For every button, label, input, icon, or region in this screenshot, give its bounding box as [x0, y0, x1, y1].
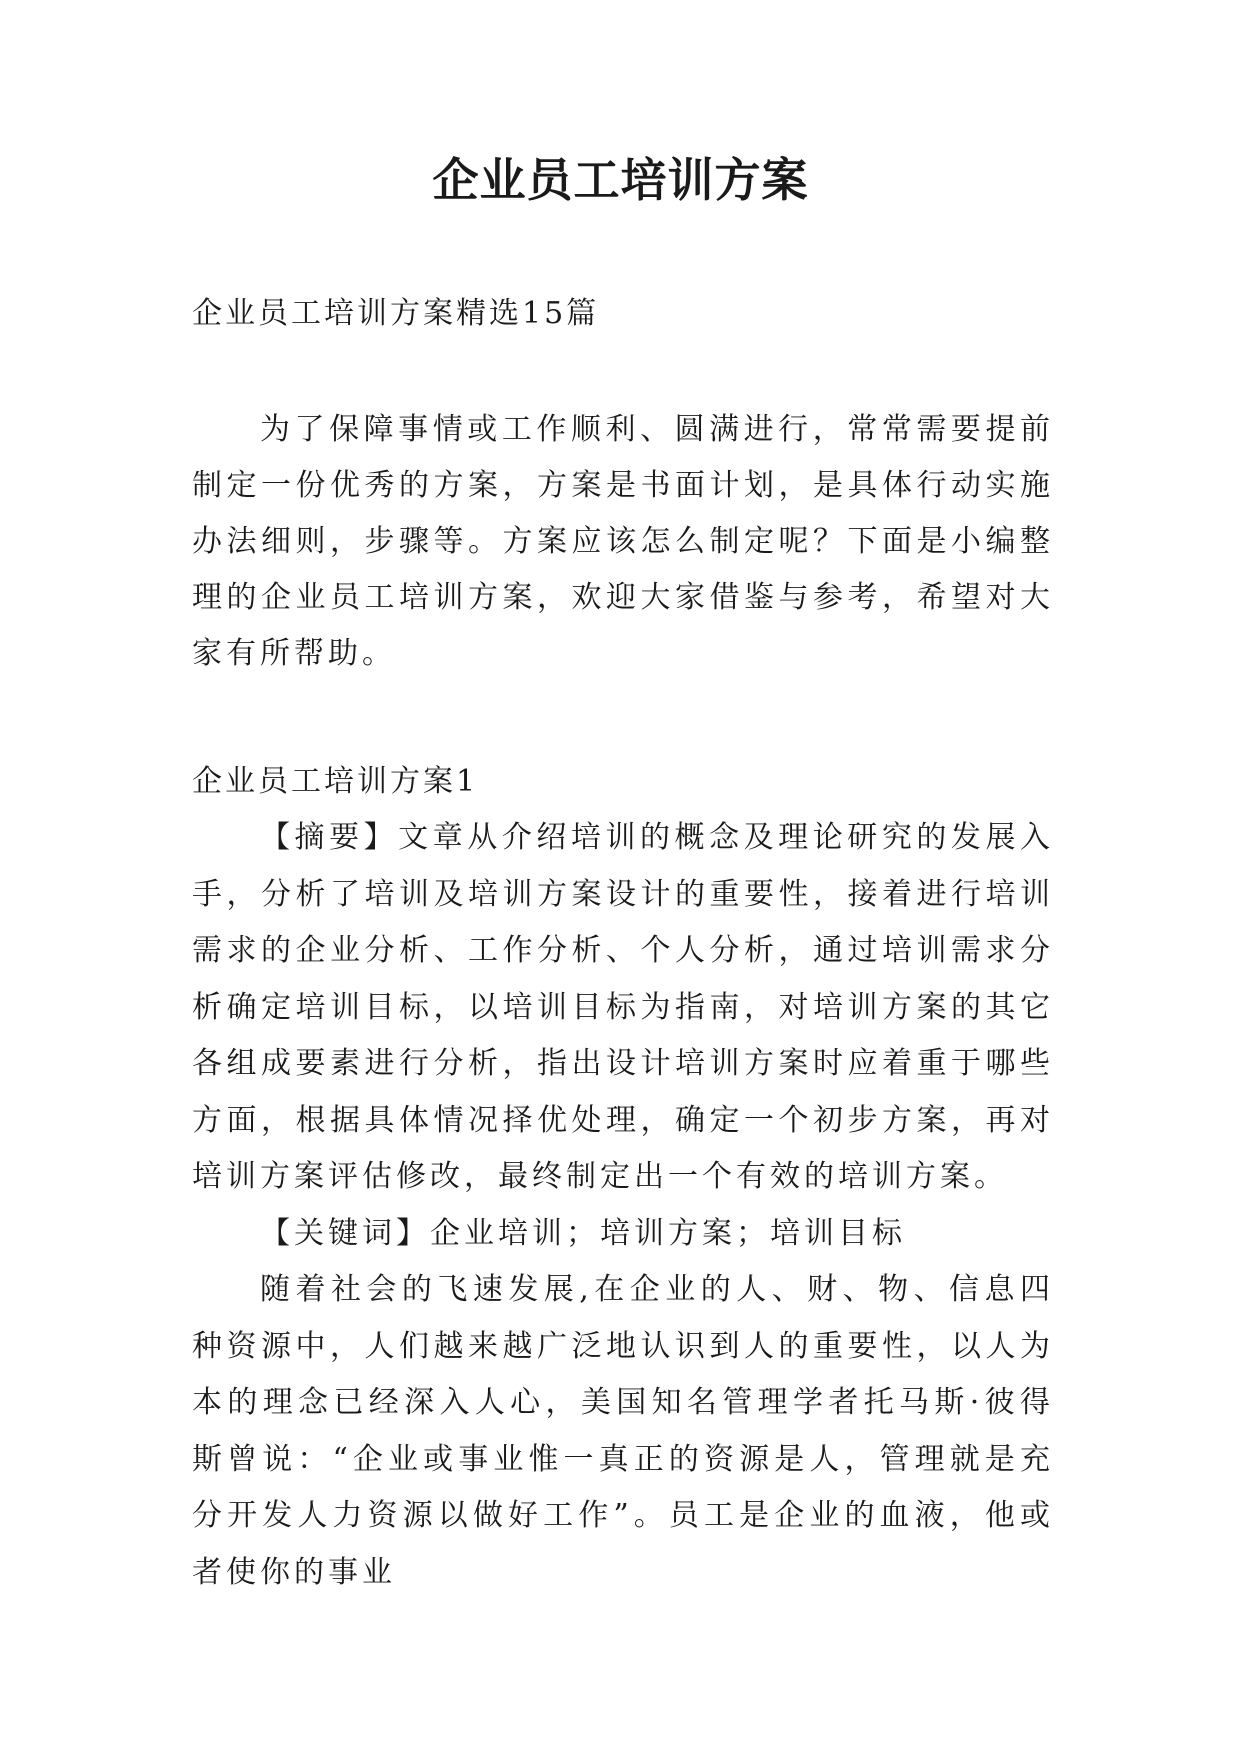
body-paragraph: 随着社会的飞速发展,在企业的人、财、物、信息四种资源中，人们越来越广泛地认识到人的重要性，以人为本的理念已经深入人心，美国知名管理学者托马斯·彼得斯曾说：“企业或事业惟一真正的资源是人，管理就是充分开发人力资源以做好工作”。员工是企业的血液，他或者使你的事业: [192, 1272, 1054, 1590]
intro-paragraph: 为了保障事情或工作顺利、圆满进行，常常需要提前制定一份优秀的方案，方案是书面计划，是具体行动实施办法细则，步骤等。方案应该怎么制定呢？下面是小编整理的企业员工培训方案，欢迎大家借鉴与参考，希望对大家有所帮助。: [192, 412, 1054, 671]
document-subtitle: 企业员工培训方案精选15篇: [192, 296, 600, 331]
document-title: 企业员工培训方案: [432, 153, 809, 207]
section-heading: 企业员工培训方案1: [192, 764, 479, 799]
abstract-paragraph: 【摘要】文章从介绍培训的概念及理论研究的发展入手，分析了培训及培训方案设计的重要性，接着进行培训需求的企业分析、工作分析、个人分析，通过培训需求分析确定培训目标，以培训目标为指南，对培训方案的其它各组成要素进行分析，指出设计培训方案时应着重于哪些方面，根据具体情况择优处理，确定一个初步方案，再对培训方案评估修改，最终制定出一个有效的培训方案。: [192, 820, 1054, 1194]
section-content: [192, 810, 1054, 1601]
keywords-paragraph: 【关键词】企业培训；培训方案；培训目标: [260, 1215, 906, 1251]
